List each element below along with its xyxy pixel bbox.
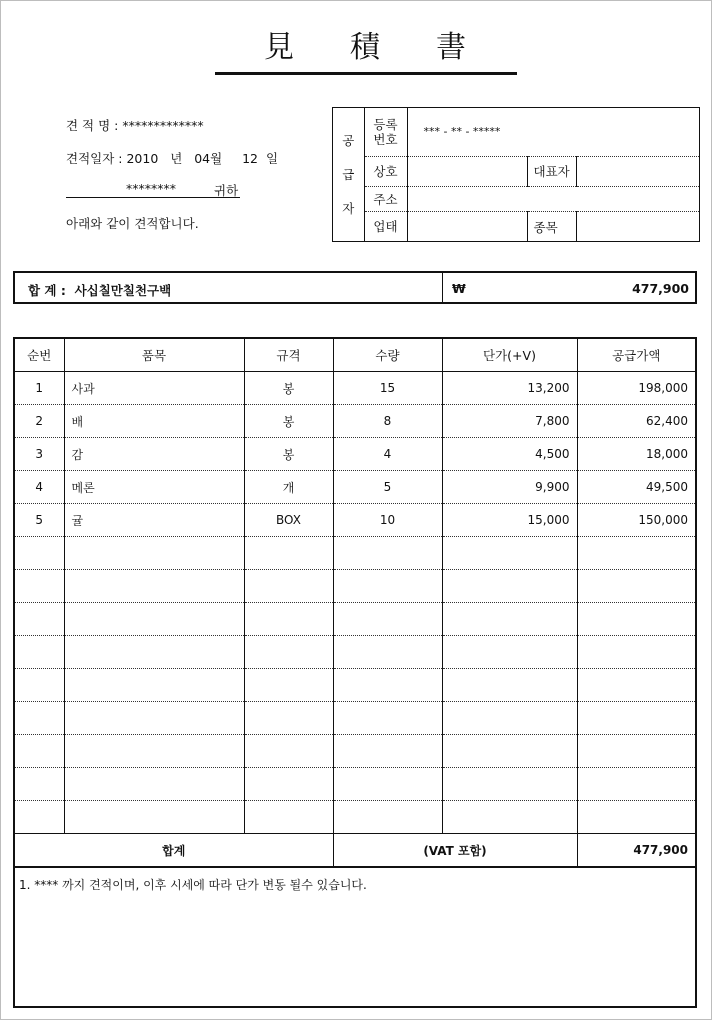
row-supply-amount	[577, 537, 695, 570]
row-supply-amount: 18,000	[577, 438, 695, 471]
row-item	[64, 636, 244, 669]
row-no	[15, 768, 64, 801]
row-unit-price	[442, 603, 577, 636]
header-no: 순번	[15, 339, 64, 372]
grand-total-korean: 사십칠만칠천구백	[74, 283, 172, 298]
row-unit-price: 13,200	[442, 372, 577, 405]
row-supply-amount: 150,000	[577, 504, 695, 537]
row-spec: 봉	[244, 372, 333, 405]
company-label: 상호	[364, 156, 407, 186]
row-unit-price	[442, 570, 577, 603]
row-qty: 4	[333, 438, 442, 471]
row-unit-price	[442, 735, 577, 768]
row-unit-price	[442, 669, 577, 702]
row-unit-price: 4,500	[442, 438, 577, 471]
row-supply-amount	[577, 570, 695, 603]
row-no: 2	[15, 405, 64, 438]
title-underline	[215, 72, 517, 75]
row-no	[15, 735, 64, 768]
note-text: 1. **** 까지 견적이며, 이후 시세에 따라 단가 변동 될수 있습니다.	[19, 878, 367, 892]
grand-total-label: 합 계 :	[28, 283, 66, 298]
row-no: 4	[15, 471, 64, 504]
table-row	[15, 504, 695, 537]
table-row	[15, 537, 695, 570]
row-qty: 8	[333, 405, 442, 438]
row-qty	[333, 702, 442, 735]
table-row	[15, 405, 695, 438]
estimate-name-label: 견 적 명 :	[66, 118, 119, 133]
row-unit-price	[442, 801, 577, 834]
row-spec: 봉	[244, 438, 333, 471]
row-item	[64, 603, 244, 636]
row-qty	[333, 537, 442, 570]
business-item-label: 종목	[527, 212, 576, 241]
header-item: 품목	[64, 339, 244, 372]
business-item-value	[576, 212, 699, 241]
row-unit-price	[442, 768, 577, 801]
row-qty	[333, 636, 442, 669]
estimate-day-unit: 일	[265, 151, 279, 166]
grand-total-divider	[442, 273, 443, 302]
currency-symbol: ₩	[452, 281, 466, 296]
client-name: ********	[126, 181, 176, 196]
row-supply-amount	[577, 801, 695, 834]
row-qty: 10	[333, 504, 442, 537]
row-item	[64, 669, 244, 702]
row-supply-amount	[577, 702, 695, 735]
row-spec: 봉	[244, 405, 333, 438]
business-type-value	[407, 212, 527, 241]
row-qty	[333, 735, 442, 768]
title-char-1: 見	[264, 30, 294, 65]
estimate-date-label: 견적일자 :	[66, 151, 123, 166]
row-item	[64, 768, 244, 801]
row-spec	[244, 801, 333, 834]
grand-total-box	[13, 271, 697, 304]
row-spec	[244, 570, 333, 603]
estimate-date-line	[66, 149, 278, 167]
row-no: 3	[15, 438, 64, 471]
address-label: 주소	[364, 186, 407, 211]
row-supply-amount: 49,500	[577, 471, 695, 504]
row-no	[15, 537, 64, 570]
row-no	[15, 669, 64, 702]
row-supply-amount: 62,400	[577, 405, 695, 438]
row-item: 감	[64, 438, 244, 471]
title-char-3: 書	[436, 30, 466, 65]
table-row	[15, 372, 695, 405]
client-underline	[66, 196, 240, 198]
table-header	[15, 339, 695, 372]
row-spec	[244, 537, 333, 570]
row-item	[64, 702, 244, 735]
table-row	[15, 603, 695, 636]
vat-label: (VAT 포함)	[333, 834, 577, 868]
row-spec: BOX	[244, 504, 333, 537]
row-spec: 개	[244, 471, 333, 504]
row-spec	[244, 669, 333, 702]
row-no	[15, 702, 64, 735]
row-item	[64, 537, 244, 570]
row-spec	[244, 768, 333, 801]
reg-no-value: *** - ** - *****	[407, 108, 699, 156]
row-unit-price: 7,800	[442, 405, 577, 438]
company-value	[407, 156, 527, 186]
items-table	[13, 337, 697, 1008]
row-qty	[333, 669, 442, 702]
row-supply-amount	[577, 603, 695, 636]
row-spec	[244, 603, 333, 636]
row-item: 메론	[64, 471, 244, 504]
grand-total-amount: 477,900	[632, 281, 689, 296]
sum-amount: 477,900	[577, 834, 695, 868]
row-unit-price: 9,900	[442, 471, 577, 504]
note-row	[15, 867, 695, 1006]
grand-total-text	[21, 281, 171, 299]
estimate-day: 12	[242, 151, 258, 166]
table-row	[15, 801, 695, 834]
table-row	[15, 471, 695, 504]
table-row	[15, 570, 695, 603]
table-row	[15, 735, 695, 768]
row-no	[15, 603, 64, 636]
row-no	[15, 570, 64, 603]
row-item	[64, 570, 244, 603]
row-no	[15, 801, 64, 834]
estimate-statement: 아래와 같이 견적합니다.	[66, 216, 199, 231]
supplier-vertical-label: 공 급 자	[333, 108, 364, 241]
estimate-month: 04월	[194, 151, 223, 166]
row-unit-price	[442, 702, 577, 735]
row-qty	[333, 768, 442, 801]
table-row	[15, 702, 695, 735]
row-item: 배	[64, 405, 244, 438]
row-supply-amount	[577, 636, 695, 669]
header-supply-amount: 공급가액	[577, 339, 695, 372]
row-unit-price	[442, 537, 577, 570]
row-qty: 5	[333, 471, 442, 504]
sum-label: 합계	[15, 834, 333, 868]
client-honorific: 귀하	[214, 183, 239, 198]
estimate-year: 2010	[126, 151, 159, 166]
row-supply-amount	[577, 735, 695, 768]
estimate-name-value: *************	[122, 118, 204, 133]
row-qty: 15	[333, 372, 442, 405]
table-sum-row	[15, 834, 695, 868]
row-unit-price	[442, 636, 577, 669]
row-item	[64, 801, 244, 834]
supplier-box	[332, 107, 700, 242]
row-spec	[244, 636, 333, 669]
business-type-label: 업태	[364, 212, 407, 241]
row-spec	[244, 702, 333, 735]
row-spec	[244, 735, 333, 768]
estimate-year-unit: 년	[170, 151, 183, 166]
row-unit-price: 15,000	[442, 504, 577, 537]
table-row	[15, 636, 695, 669]
header-unit-price: 단가(+V)	[442, 339, 577, 372]
table-row	[15, 669, 695, 702]
row-qty	[333, 603, 442, 636]
ceo-label: 대표자	[527, 156, 576, 186]
title-char-2: 積	[350, 30, 380, 65]
row-no: 1	[15, 372, 64, 405]
document-title	[215, 22, 515, 66]
row-supply-amount	[577, 768, 695, 801]
row-supply-amount	[577, 669, 695, 702]
row-supply-amount: 198,000	[577, 372, 695, 405]
row-qty	[333, 801, 442, 834]
row-item: 사과	[64, 372, 244, 405]
row-item	[64, 735, 244, 768]
row-no: 5	[15, 504, 64, 537]
header-spec: 규격	[244, 339, 333, 372]
estimate-name-line	[66, 116, 204, 134]
row-no	[15, 636, 64, 669]
ceo-value	[576, 156, 699, 186]
reg-no-label: 등록 번호	[364, 108, 407, 156]
row-item: 귤	[64, 504, 244, 537]
address-value	[407, 186, 699, 211]
row-qty	[333, 570, 442, 603]
table-row	[15, 768, 695, 801]
header-qty: 수량	[333, 339, 442, 372]
table-row	[15, 438, 695, 471]
